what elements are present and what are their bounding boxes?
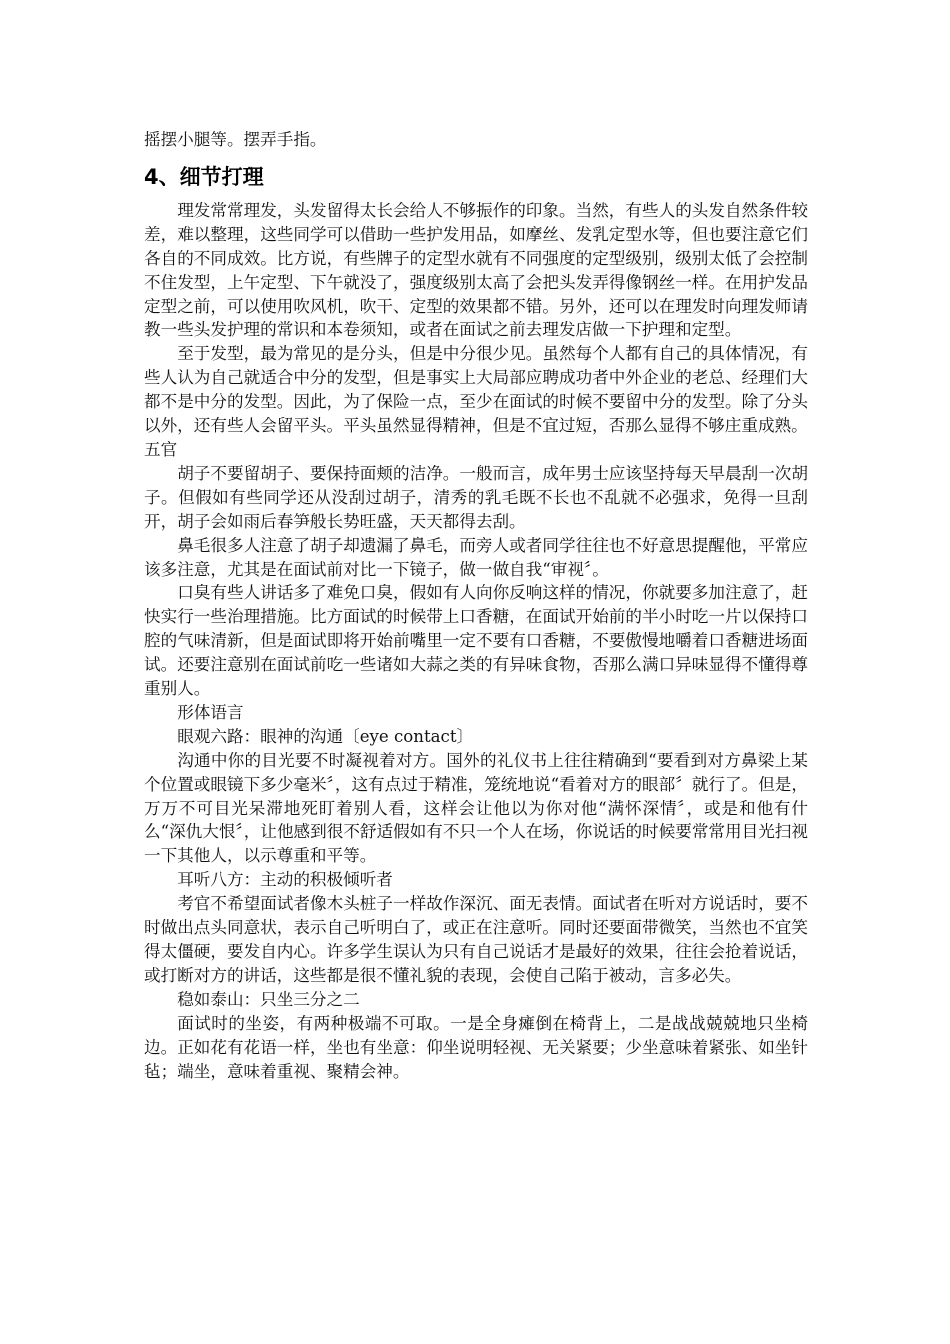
subheading-sitting: 稳如泰山：只坐三分之二	[177, 989, 360, 1009]
subheading-listening: 耳听八方：主动的积极倾听者	[177, 870, 393, 890]
subheading-eye-contact: 眼观六路：眼神的沟通〔eye contact〕	[177, 726, 474, 746]
subheading-body-language: 形体语言	[177, 702, 244, 722]
paragraph-hair-care: 理发常常理发，头发留得太长会给人不够振作的印象。当然，有些人的头发自然条件较差，难以整理，这些同学可以借助一些护发用品，如摩丝、发乳定型水等，但也要注意它们各自的不同成效。比方说，有些牌子的定型水就有不同强度的定型级别，级别太低了会控制不住发型，上午定型、下午就没了，强度级别太高了会把头发弄得像钢丝一样。在用护发品定型之前，可以使用吹风机，吹干、定型的效果都不错。另外，还可以在理发时向理发师请教一些头发护理的常识和本卷须知，或者在面试之前去理发店做一下护理和定型。	[144, 200, 808, 340]
paragraph-listening: 考官不希望面试者像木头桩子一样故作深沉、面无表情。面试者在听对方说话时，要不时做出点头同意状，表示自己听明白了，或正在注意听。同时还要面带微笑，当然也不宜笑得太僵硬，要发自内心。许多学生误认为只有自己说话才是最好的效果，往往会抢着说话，或打断对方的讲话，这些都是很不懂礼貌的表现，会使自己陷于被动，言多必失。	[144, 894, 808, 985]
paragraph-sitting: 面试时的坐姿，有两种极端不可取。一是全身瘫倒在椅背上，二是战战兢兢地只坐椅边。正如花有花语一样，坐也有坐意：仰坐说明轻视、无关紧要；少坐意味着紧张、如坐针毡；端坐，意味着重视、聚精会神。	[144, 1013, 808, 1081]
subheading-features: 五官	[144, 439, 178, 459]
lead-text: 摇摆小腿等。摆弄手指。	[144, 130, 327, 149]
section-heading: 4、细节打理	[144, 164, 264, 189]
paragraph-nose-hair: 鼻毛很多人注意了胡子却遗漏了鼻毛，而旁人或者同学往往也不好意思提醒他，平常应该多注意，尤其是在面试前对比一下镜子，做一做自我“审视〞。	[144, 535, 808, 579]
paragraph-hairstyle: 至于发型，最为常见的是分头，但是中分很少见。虽然每个人都有自己的具体情况，有些人认为自己就适合中分的发型，但是事实上大局部应聘成功者中外企业的老总、经理们大都不是中分的发型。因此，为了保险一点，至少在面试的时候不要留中分的发型。除了分头以外，还有些人会留平头。平头虽然显得精神，但是不宜过短，否那么显得不够庄重成熟。	[144, 344, 808, 436]
document-page	[144, 128, 808, 1083]
paragraph-eye-contact: 沟通中你的目光要不时凝视着对方。国外的礼仪书上往往精确到“要看到对方鼻梁上某个位置或眼镜下多少毫米〞，这有点过于精准，笼统地说“看着对方的眼部〞就行了。但是，万万不可目光呆滞地死盯着别人看，这样会让他以为你对他“满怀深情〞，或是和他有什么“深仇大恨〞，让他感到很不舒适假如有不只一个人在场，你说话的时候要常常用目光扫视一下其他人，以示尊重和平等。	[144, 750, 808, 866]
paragraph-breath: 口臭有些人讲话多了难免口臭，假如有人向你反响这样的情况，你就要多加注意了，赶快实行一些治理措施。比方面试的时候带上口香糖，在面试开始前的半小时吃一片以保持口腔的气味清新，但是面试即将开始前嘴里一定不要有口香糖，不要傲慢地嚼着口香糖进场面试。还要注意别在面试前吃一些诸如大蒜之类的有异味食物，否那么满口异味显得不懂得尊重别人。	[144, 583, 808, 699]
paragraph-beard: 胡子不要留胡子、要保持面颊的洁净。一般而言，成年男士应该坚持每天早晨刮一次胡子。但假如有些同学还从没刮过胡子，清秀的乳毛既不长也不乱就不必强求，免得一旦刮开，胡子会如雨后春笋般长势旺盛，天天都得去刮。	[144, 463, 808, 531]
